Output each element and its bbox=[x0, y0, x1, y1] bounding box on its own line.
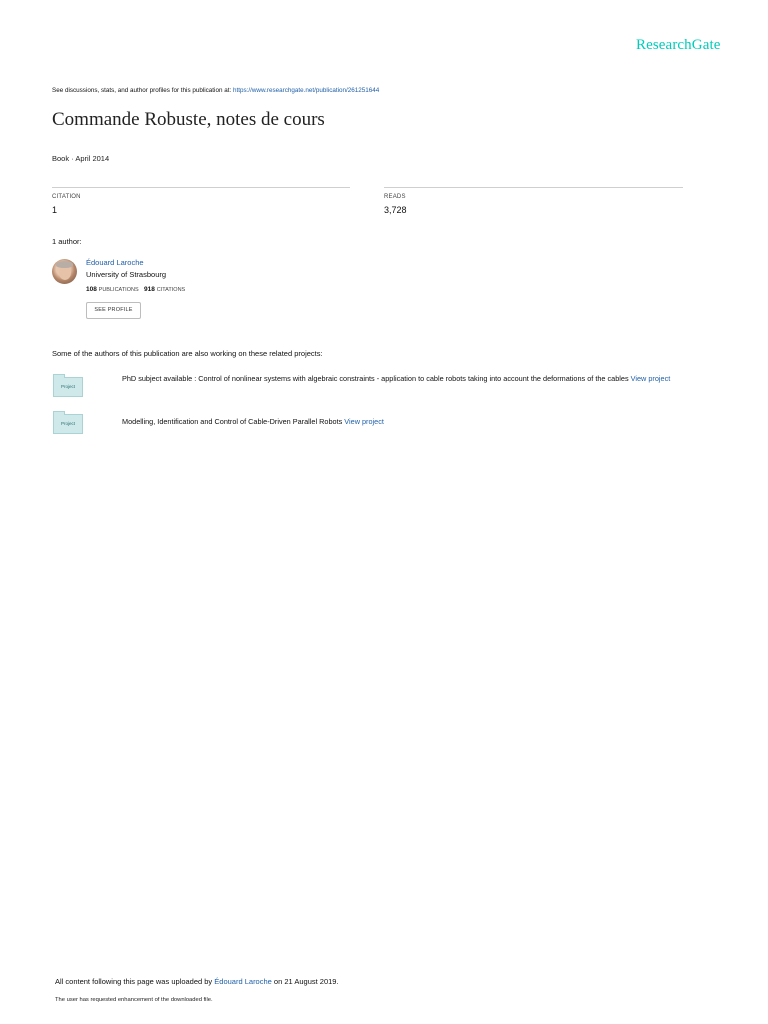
avatar[interactable] bbox=[52, 259, 77, 284]
project-thumb-label: Project bbox=[60, 421, 75, 426]
upload-info bbox=[55, 977, 339, 986]
project-item bbox=[122, 416, 712, 428]
project-title: Modelling, Identification and Control of Cable-Driven Parallel Robots bbox=[122, 417, 345, 426]
project-item bbox=[122, 373, 712, 385]
meta-separator: · bbox=[69, 154, 76, 163]
projects-heading: Some of the authors of this publication are also working on these related projects: bbox=[52, 349, 323, 358]
project-thumbnail[interactable] bbox=[53, 377, 83, 397]
publication-type: Book bbox=[52, 154, 70, 163]
discussion-prefix: See discussions, stats, and author profiles for this publication at: bbox=[52, 87, 233, 94]
publication-url-link[interactable]: https://www.researchgate.net/publication/261251644 bbox=[232, 87, 380, 94]
project-thumbnail[interactable] bbox=[53, 414, 83, 434]
author-affiliation: University of Strasbourg bbox=[86, 270, 167, 279]
see-profile-button[interactable]: SEE PROFILE bbox=[86, 302, 141, 319]
researchgate-logo[interactable]: ResearchGate bbox=[636, 37, 721, 53]
reads-divider bbox=[384, 187, 683, 188]
publication-title: Commande Robuste, notes de cours bbox=[52, 109, 325, 130]
citation-value: 1 bbox=[52, 205, 58, 215]
uploader-link[interactable]: Édouard Laroche bbox=[214, 977, 272, 986]
publications-count: 108 bbox=[86, 286, 97, 293]
reads-label: READS bbox=[384, 194, 406, 200]
enhancement-note: The user has requested enhancement of the downloaded file. bbox=[55, 997, 213, 1003]
upload-suffix: on 21 August 2019. bbox=[271, 977, 339, 986]
discussion-line bbox=[52, 87, 379, 94]
citation-label: CITATION bbox=[52, 194, 81, 200]
reads-value: 3,728 bbox=[384, 205, 407, 215]
citations-count: 918 bbox=[144, 286, 155, 293]
view-project-link[interactable]: View project bbox=[630, 374, 671, 383]
project-title: PhD subject available : Control of nonlinear systems with algebraic constraints - application to cable robots taking into account the deformations of the cables bbox=[122, 374, 631, 383]
upload-prefix: All content following this page was uploaded by bbox=[55, 977, 215, 986]
citations-label: CITATIONS bbox=[156, 287, 186, 293]
author-name-link[interactable]: Édouard Laroche bbox=[86, 258, 144, 267]
view-project-link[interactable]: View project bbox=[344, 417, 384, 426]
publication-date: April 2014 bbox=[75, 154, 110, 163]
publications-label: PUBLICATIONS bbox=[98, 287, 139, 293]
project-thumb-label: Project bbox=[60, 384, 75, 389]
author-stats bbox=[86, 286, 185, 293]
citation-divider bbox=[52, 187, 350, 188]
avatar-hair bbox=[56, 261, 73, 268]
publication-meta bbox=[52, 154, 109, 163]
folder-tab-icon bbox=[53, 411, 65, 415]
folder-tab-icon bbox=[53, 374, 65, 378]
authors-heading: 1 author: bbox=[52, 237, 82, 246]
